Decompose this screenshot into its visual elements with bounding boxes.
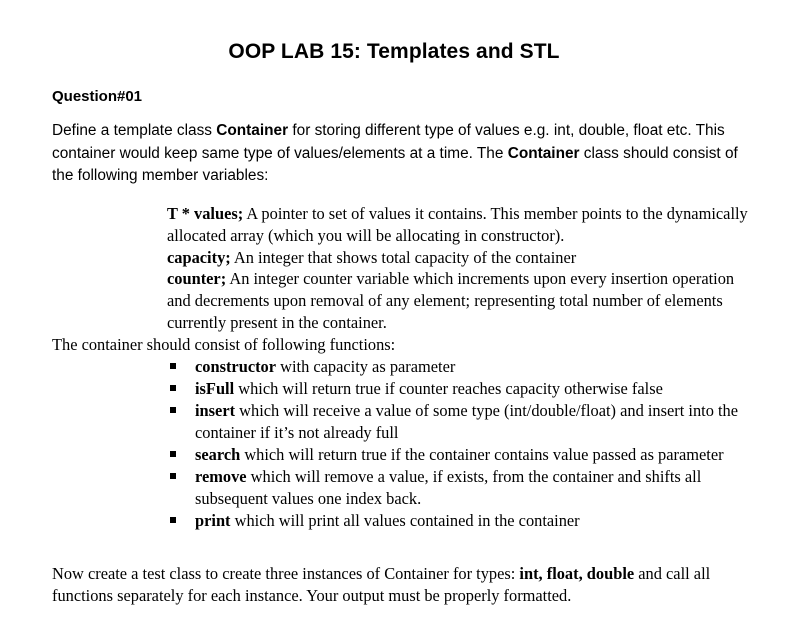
member-variables-list [167,203,757,334]
function-name: isFull [195,379,235,398]
square-bullet-icon [170,517,176,523]
document-title: OOP LAB 15: Templates and STL [228,40,560,63]
function-desc: which will return true if the container contains value passed as parameter [240,445,724,464]
function-desc: with capacity as parameter [276,357,456,376]
member-capacity [167,247,757,269]
intro-paragraph [52,120,762,188]
intro-text-1: Define a template class [52,122,217,139]
function-desc: which will remove a value, if exists, from the container and shifts all subsequent values one index back. [195,467,702,508]
member-desc: An integer counter variable which increments upon every insertion operation and decrements upon removal of any element; representing total number of elements currently present in the container. [167,269,735,332]
outro-paragraph [52,563,762,607]
class-name-container-2: Container [507,144,580,162]
function-desc: which will return true if counter reaches capacity otherwise false [234,379,663,398]
square-bullet-icon [170,363,176,369]
member-values [167,203,757,247]
function-name: remove [195,467,247,486]
outro-text-1: Now create a test class to create three instances of Container for types: [52,564,520,583]
outro-text-2: and call all functions separately for each instance. Your output must be properly formatted. [52,564,711,605]
outro-types: int, float, double [519,564,635,583]
class-name-container: Container [216,122,289,139]
function-item-insert [170,400,760,444]
functions-intro: The container should consist of following functions: [52,335,396,354]
function-desc: which will receive a value of some type (int/double/float) and insert into the container if it’s not already full [195,401,739,442]
functions-list [170,356,760,532]
square-bullet-icon [170,385,176,391]
intro-text-3: class should consist of the following member variables: [52,144,738,184]
member-desc: A pointer to set of values it contains. This member points to the dynamically allocated array (which you will be allocating in constructor). [167,204,748,245]
member-desc: An integer that shows total capacity of the container [230,247,577,267]
square-bullet-icon [170,451,176,457]
function-item-search [170,444,760,466]
function-name: search [195,445,241,464]
function-name: print [195,511,231,530]
function-item-isfull [170,378,760,400]
member-name: T * values; [167,204,244,223]
function-item-constructor [170,356,760,378]
intro-text-2: for storing different type of values e.g. int, double, float etc. This container would keep same type of values/elements at a time. The [52,122,725,162]
function-desc: which will print all values contained in the container [230,511,580,530]
member-name: capacity; [167,247,231,267]
function-item-remove [170,466,760,510]
square-bullet-icon [170,473,176,479]
member-name: counter; [167,269,227,289]
function-name: insert [195,401,236,420]
square-bullet-icon [170,407,176,413]
function-name: constructor [195,357,277,376]
question-heading: Question#01 [52,88,143,105]
function-item-print [170,510,760,532]
member-counter [167,268,757,333]
